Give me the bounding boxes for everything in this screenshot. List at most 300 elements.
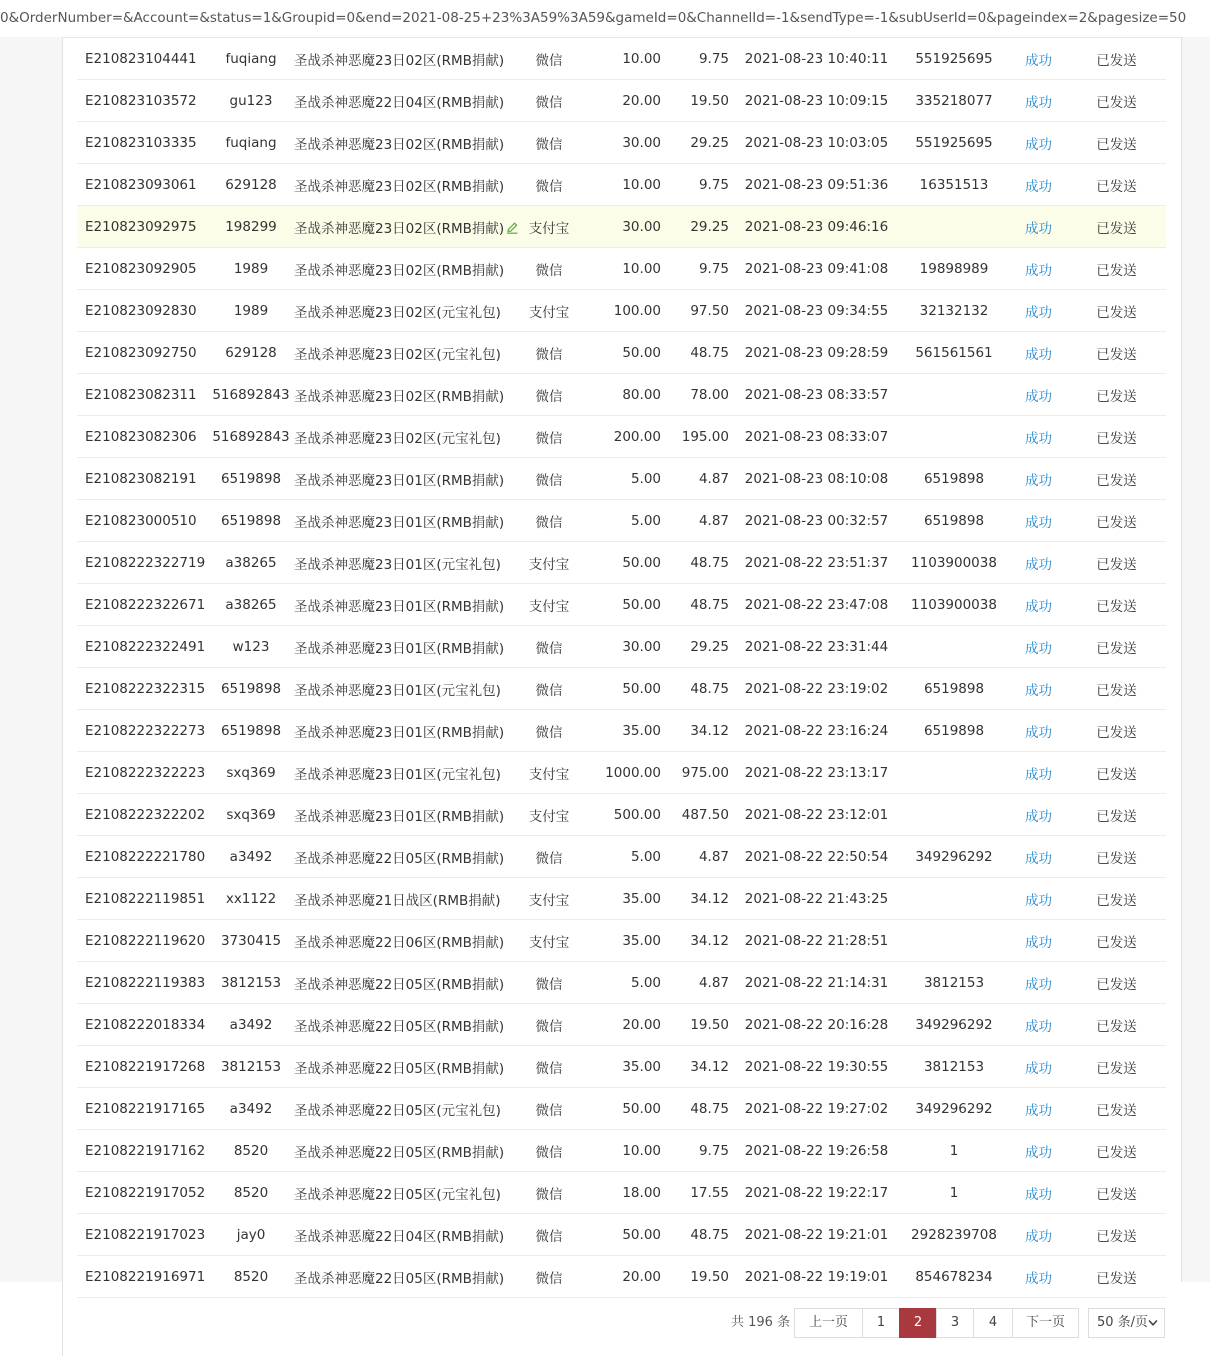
send-status-cell	[1067, 668, 1166, 710]
payment-method-cell-text: 支付宝	[528, 934, 570, 951]
table-row[interactable]	[77, 878, 1166, 920]
game-name-cell	[292, 836, 524, 878]
account-cell-text: 8520	[233, 1268, 269, 1285]
table-row[interactable]	[77, 626, 1166, 668]
account-cell-text: sxq369	[226, 764, 276, 781]
payment-method-cell	[524, 584, 574, 626]
table-row[interactable]	[77, 1130, 1166, 1172]
amount-cell-text: 30.00	[622, 218, 661, 235]
role-id-cell	[898, 920, 1010, 962]
role-id-cell-text: 6519898	[923, 722, 985, 739]
actual-amount-cell-text: 48.75	[690, 596, 729, 613]
table-row[interactable]	[77, 374, 1166, 416]
order-time-cell	[735, 164, 898, 206]
status-link[interactable]	[1010, 920, 1067, 962]
amount-cell-text: 50.00	[622, 680, 661, 697]
amount-cell	[574, 836, 669, 878]
status-link-text[interactable]: 成功	[1025, 1060, 1052, 1077]
status-link[interactable]	[1010, 416, 1067, 458]
status-link-text[interactable]: 成功	[1025, 472, 1052, 489]
actual-amount-cell	[669, 122, 735, 164]
actual-amount-cell	[669, 668, 735, 710]
actual-amount-cell	[669, 458, 735, 500]
status-link-text[interactable]: 成功	[1025, 808, 1052, 825]
amount-cell	[574, 542, 669, 584]
actual-amount-cell	[669, 584, 735, 626]
account-cell-text: w123	[232, 638, 270, 655]
page-button-1[interactable]: 1	[862, 1308, 900, 1338]
actual-amount-cell-text: 48.75	[690, 680, 729, 697]
actual-amount-cell-text: 48.75	[690, 554, 729, 571]
payment-method-cell-text: 微信	[535, 388, 563, 405]
game-name-cell-text: 圣战杀神恶魔23日02区(元宝礼包)	[294, 346, 501, 363]
order-time-cell	[735, 878, 898, 920]
status-link-text[interactable]: 成功	[1025, 304, 1052, 321]
status-link-text[interactable]: 成功	[1025, 682, 1052, 699]
status-link[interactable]	[1010, 1004, 1067, 1046]
status-link-text[interactable]: 成功	[1025, 934, 1052, 951]
role-id-cell	[898, 1256, 1010, 1298]
status-link-text[interactable]: 成功	[1025, 556, 1052, 573]
table-row[interactable]	[77, 962, 1166, 1004]
order-number-cell-text: E2108222221780	[85, 848, 206, 865]
payment-method-cell	[524, 920, 574, 962]
status-link[interactable]	[1010, 542, 1067, 584]
order-number-cell-text: E2108222322223	[85, 764, 206, 781]
order-number-cell-text: E210823104441	[85, 50, 197, 67]
status-link-text[interactable]: 成功	[1025, 178, 1052, 195]
order-time-cell	[735, 1004, 898, 1046]
actual-amount-cell	[669, 80, 735, 122]
prev-page-button[interactable]: 上一页	[794, 1308, 863, 1338]
order-number-cell	[77, 374, 210, 416]
pencil-edit-icon[interactable]	[505, 221, 519, 235]
order-number-cell-text: E2108222322719	[85, 554, 206, 571]
send-status-cell	[1067, 1046, 1166, 1088]
actual-amount-cell-text: 48.75	[690, 1226, 729, 1243]
status-link[interactable]	[1010, 38, 1067, 80]
order-number-cell-text: E210823082191	[85, 470, 197, 487]
order-time-cell-text: 2021-08-22 23:31:44	[744, 638, 889, 655]
status-link-text[interactable]: 成功	[1025, 52, 1052, 69]
table-row[interactable]	[77, 794, 1166, 836]
role-id-cell	[898, 500, 1010, 542]
address-bar-url[interactable]: 0&OrderNumber=&Account=&status=1&Groupid=0&end=2021-08-25+23%3A59%3A59&gameId=0&ChannelId=-1&sendType=-1&subUserId=0&pageindex=2&pagesize=50	[0, 0, 1210, 38]
order-number-cell-text: E2108221917023	[85, 1226, 206, 1243]
game-name-cell-text: 圣战杀神恶魔23日02区(RMB捐献)	[294, 52, 505, 69]
table-row[interactable]	[77, 38, 1166, 80]
payment-method-cell	[524, 1214, 574, 1256]
game-name-cell-text: 圣战杀神恶魔23日01区(RMB捐献)	[294, 598, 505, 615]
order-time-cell-text: 2021-08-23 09:51:36	[744, 176, 889, 193]
actual-amount-cell	[669, 794, 735, 836]
table-row[interactable]	[77, 1046, 1166, 1088]
amount-cell-text: 100.00	[613, 302, 661, 319]
order-number-cell	[77, 38, 210, 80]
payment-method-cell	[524, 500, 574, 542]
order-time-cell-text: 2021-08-23 09:34:55	[744, 302, 889, 319]
status-link[interactable]	[1010, 626, 1067, 668]
order-number-cell	[77, 1172, 210, 1214]
payment-method-cell	[524, 1088, 574, 1130]
status-link-text[interactable]: 成功	[1025, 136, 1052, 153]
role-id-cell-text: 551925695	[915, 134, 993, 151]
account-cell-text: fuqiang	[225, 50, 277, 67]
role-id-cell	[898, 1046, 1010, 1088]
status-link[interactable]	[1010, 1088, 1067, 1130]
amount-cell	[574, 1214, 669, 1256]
status-link[interactable]	[1010, 374, 1067, 416]
payment-method-cell-text: 微信	[535, 850, 563, 867]
table-row[interactable]	[77, 584, 1166, 626]
role-id-cell	[898, 584, 1010, 626]
amount-cell	[574, 164, 669, 206]
role-id-cell-text: 3812153	[923, 974, 985, 991]
order-number-cell	[77, 500, 210, 542]
status-link-text[interactable]: 成功	[1025, 640, 1052, 657]
order-time-cell	[735, 122, 898, 164]
payment-method-cell-text: 支付宝	[528, 556, 570, 573]
status-link-text[interactable]: 成功	[1025, 1102, 1052, 1119]
order-time-cell-text: 2021-08-22 19:22:17	[744, 1184, 889, 1201]
payment-method-cell-text: 微信	[535, 1060, 563, 1077]
actual-amount-cell-text: 4.87	[698, 512, 729, 529]
amount-cell	[574, 1088, 669, 1130]
status-link-text[interactable]: 成功	[1025, 976, 1052, 993]
game-name-cell	[292, 1172, 524, 1214]
order-time-cell	[735, 1214, 898, 1256]
actual-amount-cell-text: 487.50	[681, 806, 729, 823]
amount-cell	[574, 584, 669, 626]
account-cell	[210, 1172, 292, 1214]
page-size-select[interactable]	[1088, 1308, 1165, 1338]
payment-method-cell	[524, 290, 574, 332]
account-cell	[210, 668, 292, 710]
table-row[interactable]	[77, 416, 1166, 458]
order-time-cell-text: 2021-08-22 19:30:55	[744, 1058, 889, 1075]
payment-method-cell	[524, 206, 574, 248]
send-status-cell-text: 已发送	[1096, 136, 1137, 153]
status-link-text[interactable]: 成功	[1025, 1144, 1052, 1161]
amount-cell	[574, 920, 669, 962]
game-name-cell	[292, 1046, 524, 1088]
table-row[interactable]	[77, 752, 1166, 794]
game-name-cell	[292, 416, 524, 458]
actual-amount-cell	[669, 38, 735, 80]
table-row[interactable]	[77, 542, 1166, 584]
next-page-button[interactable]: 下一页	[1012, 1308, 1079, 1338]
payment-method-cell	[524, 38, 574, 80]
status-link-text[interactable]: 成功	[1025, 766, 1052, 783]
status-link[interactable]	[1010, 500, 1067, 542]
status-link[interactable]	[1010, 1046, 1067, 1088]
role-id-cell-text: 349296292	[915, 848, 993, 865]
send-status-cell-text: 已发送	[1096, 1228, 1137, 1245]
status-link[interactable]	[1010, 584, 1067, 626]
actual-amount-cell	[669, 752, 735, 794]
send-status-cell	[1067, 962, 1166, 1004]
role-id-cell-text: 1103900038	[911, 596, 997, 613]
table-row[interactable]	[77, 80, 1166, 122]
status-link[interactable]	[1010, 248, 1067, 290]
status-link[interactable]	[1010, 962, 1067, 1004]
table-row[interactable]	[77, 1172, 1166, 1214]
amount-cell	[574, 38, 669, 80]
amount-cell-text: 20.00	[622, 1268, 661, 1285]
amount-cell-text: 10.00	[622, 260, 661, 277]
status-link-text[interactable]: 成功	[1025, 514, 1052, 531]
order-number-cell-text: E210823103572	[85, 92, 197, 109]
amount-cell	[574, 1004, 669, 1046]
actual-amount-cell	[669, 1088, 735, 1130]
account-cell	[210, 962, 292, 1004]
status-link-text[interactable]: 成功	[1025, 1228, 1052, 1245]
status-link[interactable]	[1010, 878, 1067, 920]
send-status-cell	[1067, 836, 1166, 878]
table-row[interactable]	[77, 710, 1166, 752]
orders-table	[77, 38, 1166, 1298]
account-cell-text: a3492	[229, 848, 273, 865]
order-time-cell	[735, 248, 898, 290]
send-status-cell	[1067, 500, 1166, 542]
game-name-cell-text: 圣战杀神恶魔22日05区(RMB捐献)	[294, 1144, 505, 1161]
actual-amount-cell-text: 34.12	[690, 1058, 729, 1075]
account-cell-text: 6519898	[220, 512, 282, 529]
send-status-cell	[1067, 1256, 1166, 1298]
pagination-total: 共 196 条	[731, 1315, 791, 1330]
order-number-cell	[77, 836, 210, 878]
status-link-text[interactable]: 成功	[1025, 430, 1052, 447]
status-link[interactable]	[1010, 290, 1067, 332]
account-cell-text: xx1122	[225, 890, 277, 907]
status-link-text[interactable]: 成功	[1025, 1018, 1052, 1035]
status-link[interactable]	[1010, 836, 1067, 878]
amount-cell-text: 50.00	[622, 554, 661, 571]
role-id-cell-text: 16351513	[919, 176, 989, 193]
account-cell	[210, 332, 292, 374]
order-time-cell-text: 2021-08-23 08:33:07	[744, 428, 889, 445]
status-link[interactable]	[1010, 164, 1067, 206]
account-cell	[210, 500, 292, 542]
amount-cell	[574, 668, 669, 710]
account-cell	[210, 416, 292, 458]
table-row[interactable]	[77, 1004, 1166, 1046]
amount-cell-text: 50.00	[622, 344, 661, 361]
table-row[interactable]	[77, 248, 1166, 290]
account-cell-text: gu123	[229, 92, 273, 109]
order-time-cell	[735, 458, 898, 500]
actual-amount-cell-text: 34.12	[690, 722, 729, 739]
table-row[interactable]	[77, 164, 1166, 206]
order-time-cell	[735, 710, 898, 752]
order-time-cell-text: 2021-08-22 21:14:31	[744, 974, 889, 991]
amount-cell	[574, 710, 669, 752]
status-link-text[interactable]: 成功	[1025, 1186, 1052, 1203]
status-link[interactable]	[1010, 1214, 1067, 1256]
order-number-cell-text: E2108222322273	[85, 722, 206, 739]
role-id-cell-text: 32132132	[919, 302, 989, 319]
right-gutter	[1181, 37, 1210, 1282]
status-link[interactable]	[1010, 668, 1067, 710]
order-number-cell-text: E2108221917052	[85, 1184, 206, 1201]
status-link-text[interactable]: 成功	[1025, 850, 1052, 867]
actual-amount-cell-text: 17.55	[690, 1184, 729, 1201]
status-link[interactable]	[1010, 1256, 1067, 1298]
amount-cell	[574, 122, 669, 164]
account-cell-text: 1989	[233, 260, 269, 277]
game-name-cell-text: 圣战杀神恶魔21日战区(RMB捐献)	[294, 892, 501, 909]
game-name-cell	[292, 752, 524, 794]
send-status-cell	[1067, 374, 1166, 416]
role-id-cell	[898, 542, 1010, 584]
role-id-cell-text: 2928239708	[911, 1226, 997, 1243]
actual-amount-cell	[669, 710, 735, 752]
account-cell	[210, 584, 292, 626]
amount-cell-text: 50.00	[622, 1100, 661, 1117]
send-status-cell-text: 已发送	[1096, 514, 1137, 531]
table-row[interactable]	[77, 332, 1166, 374]
send-status-cell-text: 已发送	[1096, 1018, 1137, 1035]
account-cell	[210, 794, 292, 836]
send-status-cell	[1067, 290, 1166, 332]
game-name-cell	[292, 1004, 524, 1046]
amount-cell-text: 18.00	[622, 1184, 661, 1201]
order-number-cell	[77, 1130, 210, 1172]
send-status-cell	[1067, 206, 1166, 248]
status-link-text[interactable]: 成功	[1025, 892, 1052, 909]
amount-cell	[574, 416, 669, 458]
role-id-cell	[898, 416, 1010, 458]
order-number-cell	[77, 584, 210, 626]
payment-method-cell-text: 微信	[535, 1270, 563, 1287]
order-time-cell-text: 2021-08-22 23:47:08	[744, 596, 889, 613]
amount-cell	[574, 290, 669, 332]
table-row[interactable]	[77, 1214, 1166, 1256]
send-status-cell-text: 已发送	[1096, 640, 1137, 657]
table-row[interactable]	[77, 500, 1166, 542]
order-time-cell-text: 2021-08-22 21:43:25	[744, 890, 889, 907]
amount-cell-text: 80.00	[622, 386, 661, 403]
order-time-cell	[735, 374, 898, 416]
order-time-cell	[735, 752, 898, 794]
table-row[interactable]	[77, 920, 1166, 962]
status-link[interactable]	[1010, 1130, 1067, 1172]
payment-method-cell-text: 微信	[535, 682, 563, 699]
table-row[interactable]	[77, 458, 1166, 500]
amount-cell	[574, 878, 669, 920]
payment-method-cell	[524, 1172, 574, 1214]
order-number-cell	[77, 206, 210, 248]
order-number-cell	[77, 332, 210, 374]
order-time-cell-text: 2021-08-23 09:46:16	[744, 218, 889, 235]
page-button-4[interactable]: 4	[973, 1308, 1013, 1338]
amount-cell-text: 20.00	[622, 1016, 661, 1033]
game-name-cell	[292, 584, 524, 626]
game-name-cell	[292, 920, 524, 962]
status-link[interactable]	[1010, 206, 1067, 248]
order-time-cell	[735, 920, 898, 962]
role-id-cell-text: 19898989	[919, 260, 989, 277]
amount-cell-text: 35.00	[622, 890, 661, 907]
role-id-cell	[898, 1088, 1010, 1130]
send-status-cell-text: 已发送	[1096, 892, 1137, 909]
status-link[interactable]	[1010, 710, 1067, 752]
amount-cell-text: 500.00	[613, 806, 661, 823]
game-name-cell-text: 圣战杀神恶魔22日06区(RMB捐献)	[294, 934, 505, 951]
order-time-cell-text: 2021-08-23 00:32:57	[744, 512, 889, 529]
payment-method-cell-text: 微信	[535, 514, 563, 531]
page-button-3[interactable]: 3	[936, 1308, 974, 1338]
send-status-cell-text: 已发送	[1096, 304, 1137, 321]
status-link-text[interactable]: 成功	[1025, 220, 1052, 237]
amount-cell	[574, 1046, 669, 1088]
send-status-cell-text: 已发送	[1096, 472, 1137, 489]
table-row[interactable]	[77, 668, 1166, 710]
order-time-cell-text: 2021-08-23 08:10:08	[744, 470, 889, 487]
payment-method-cell	[524, 164, 574, 206]
order-number-cell	[77, 542, 210, 584]
status-link-text[interactable]: 成功	[1025, 598, 1052, 615]
game-name-cell-text: 圣战杀神恶魔22日05区(RMB捐献)	[294, 1060, 505, 1077]
status-link-text[interactable]: 成功	[1025, 262, 1052, 279]
account-cell-text: 198299	[225, 218, 277, 235]
game-name-cell-text: 圣战杀神恶魔23日02区(RMB捐献)	[294, 388, 505, 405]
table-row[interactable]	[77, 836, 1166, 878]
status-link[interactable]	[1010, 80, 1067, 122]
status-link[interactable]	[1010, 458, 1067, 500]
payment-method-cell-text: 微信	[535, 1102, 563, 1119]
table-row[interactable]	[77, 290, 1166, 332]
actual-amount-cell	[669, 1046, 735, 1088]
account-cell-text: a3492	[229, 1100, 273, 1117]
game-name-cell-text: 圣战杀神恶魔22日05区(RMB捐献)	[294, 1270, 505, 1287]
amount-cell	[574, 248, 669, 290]
page-button-2[interactable]: 2	[899, 1308, 937, 1338]
game-name-cell-text: 圣战杀神恶魔23日01区(RMB捐献)	[294, 724, 505, 741]
amount-cell	[574, 500, 669, 542]
status-link[interactable]	[1010, 794, 1067, 836]
status-link[interactable]	[1010, 332, 1067, 374]
status-link-text[interactable]: 成功	[1025, 346, 1052, 363]
status-link-text[interactable]: 成功	[1025, 724, 1052, 741]
status-link-text[interactable]: 成功	[1025, 1270, 1052, 1287]
table-row[interactable]	[77, 1256, 1166, 1298]
order-time-cell-text: 2021-08-22 19:27:02	[744, 1100, 889, 1117]
role-id-cell	[898, 122, 1010, 164]
table-row[interactable]	[77, 206, 1166, 248]
status-link-text[interactable]: 成功	[1025, 94, 1052, 111]
payment-method-cell-text: 微信	[535, 346, 563, 363]
order-time-cell	[735, 1130, 898, 1172]
actual-amount-cell	[669, 1214, 735, 1256]
role-id-cell-text: 1	[949, 1184, 959, 1201]
order-time-cell-text: 2021-08-22 20:16:28	[744, 1016, 889, 1033]
status-link[interactable]	[1010, 752, 1067, 794]
order-time-cell-text: 2021-08-23 09:28:59	[744, 344, 889, 361]
actual-amount-cell-text: 19.50	[690, 1268, 729, 1285]
table-row[interactable]	[77, 122, 1166, 164]
account-cell-text: 3730415	[220, 932, 282, 949]
table-row[interactable]	[77, 1088, 1166, 1130]
amount-cell-text: 35.00	[622, 1058, 661, 1075]
game-name-cell-text: 圣战杀神恶魔23日02区(RMB捐献)	[294, 262, 505, 279]
amount-cell-text: 50.00	[622, 596, 661, 613]
status-link-text[interactable]: 成功	[1025, 388, 1052, 405]
game-name-cell-text: 圣战杀神恶魔23日01区(RMB捐献)	[294, 514, 505, 531]
status-link[interactable]	[1010, 1172, 1067, 1214]
order-number-cell-text: E210823092975	[85, 218, 197, 235]
status-link[interactable]	[1010, 122, 1067, 164]
